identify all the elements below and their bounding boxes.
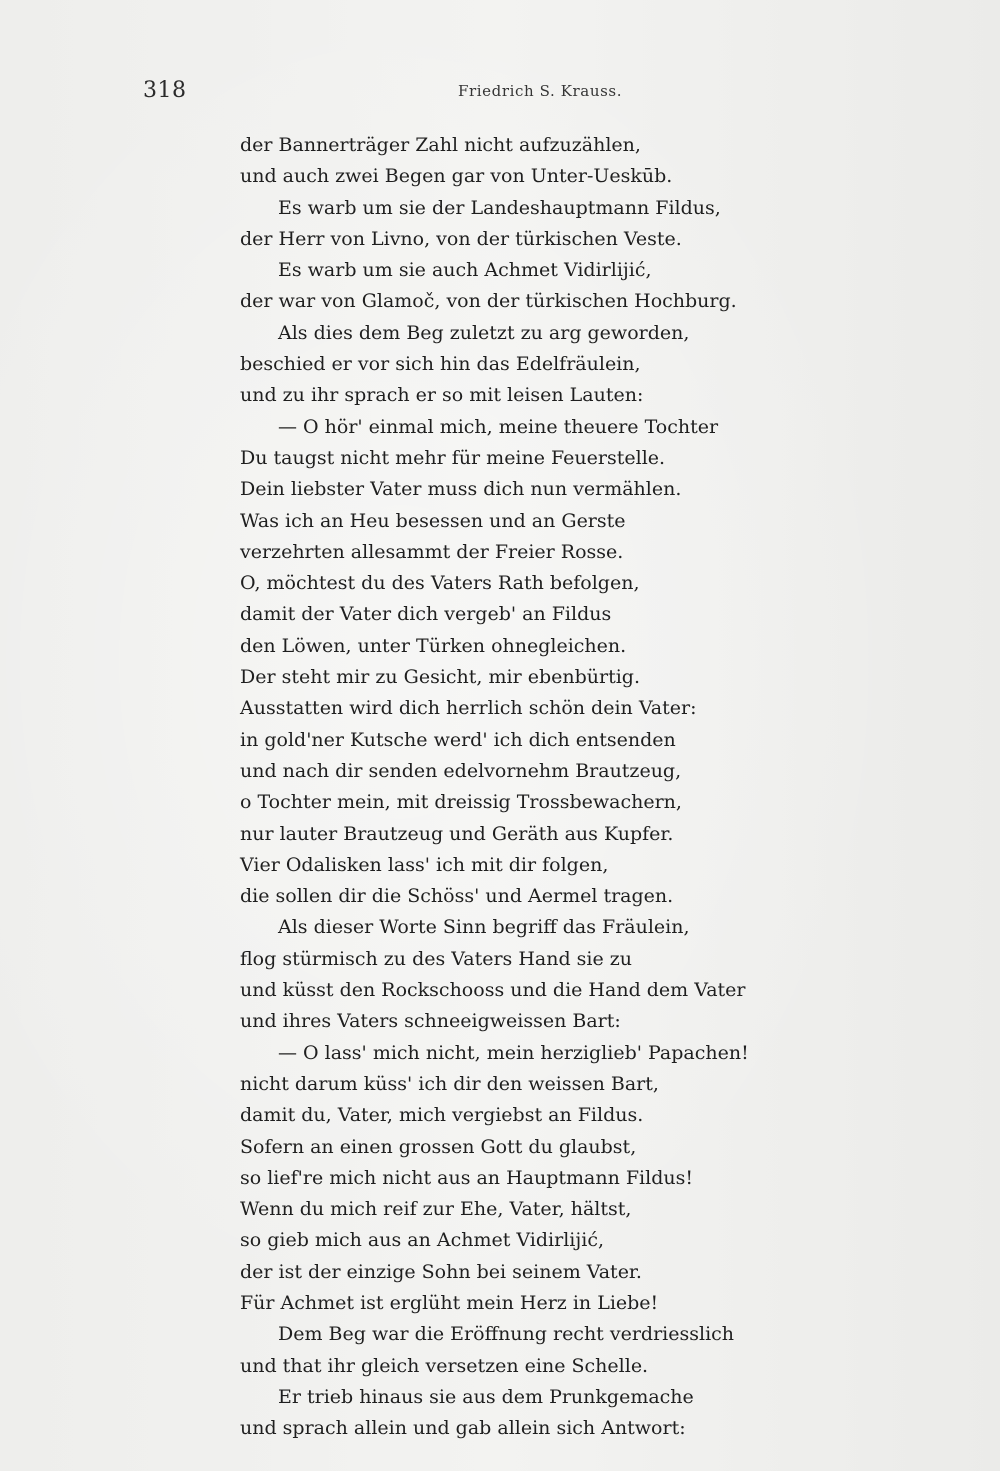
poem-line: den Löwen, unter Türken ohnegleichen.	[240, 634, 627, 657]
poem-line: flog stürmisch zu des Vaters Hand sie zu	[240, 947, 633, 970]
poem-line: der ist der einzige Sohn bei seinem Vater.	[240, 1260, 642, 1283]
poem-line: der Bannerträger Zahl nicht aufzuzählen,	[240, 134, 641, 156]
poem-line: Vier Odalisken lass' ich mit dir folgen,	[240, 853, 609, 876]
poem-line: Als dies dem Beg zuletzt zu arg geworden,	[278, 321, 690, 344]
poem-line: Du taugst nicht mehr für meine Feuerstelle.	[240, 446, 666, 469]
running-title: Friedrich S. Krauss.	[458, 82, 623, 100]
poem-line: der Herr von Livno, von der türkischen Veste.	[240, 227, 682, 250]
poem-line: und zu ihr sprach er so mit leisen Lauten:	[240, 384, 644, 407]
poem-line: verzehrten allesammt der Freier Rosse.	[240, 540, 624, 563]
poem-line: so gieb mich aus an Achmet Vidirlijić,	[240, 1229, 605, 1252]
poem-line: Dein liebster Vater muss dich nun vermählen.	[240, 478, 682, 501]
poem-line: Wenn du mich reif zur Ehe, Vater, hältst,	[240, 1198, 632, 1221]
poem-line: und küsst den Rockschooss und die Hand dem Vater	[240, 979, 746, 1002]
poem-line: Dem Beg war die Eröffnung recht verdriesslich	[278, 1323, 735, 1346]
poem-line: Der steht mir zu Gesicht, mir ebenbürtig.	[240, 666, 640, 689]
poem-line: und ihres Vaters schneeigweissen Bart:	[240, 1010, 621, 1033]
poem-line: und that ihr gleich versetzen eine Schelle.	[240, 1354, 649, 1377]
poem-text-block	[240, 130, 820, 1444]
poem-line: und sprach allein und gab allein sich Antwort:	[240, 1417, 686, 1440]
poem-line: Es warb um sie auch Achmet Vidirlijić,	[278, 259, 652, 282]
poem-line: Als dieser Worte Sinn begriff das Fräulein,	[278, 916, 690, 939]
poem-line: Was ich an Heu besessen und an Gerste	[240, 509, 626, 532]
poem-line: Es warb um sie der Landeshauptmann Fildus,	[278, 196, 721, 219]
poem-line: O, möchtest du des Vaters Rath befolgen,	[240, 572, 640, 595]
poem-line: — O hör' einmal mich, meine theuere Tochter	[278, 415, 719, 438]
poem-line: und nach dir senden edelvornehm Brautzeug,	[240, 759, 682, 782]
poem-line: die sollen dir die Schöss' und Aermel tragen.	[240, 885, 674, 908]
poem-line: und auch zwei Begen gar von Unter-Ueskūb.	[240, 165, 673, 188]
poem-line: o Tochter mein, mit dreissig Trossbewachern,	[240, 791, 682, 814]
poem-line: der war von Glamoč, von der türkischen Hochburg.	[240, 290, 737, 313]
poem-line: damit der Vater dich vergeb' an Fildus	[240, 603, 612, 626]
poem-line: Er trieb hinaus sie aus dem Prunkgemache	[278, 1385, 694, 1408]
poem-line: nur lauter Brautzeug und Geräth aus Kupfer.	[240, 822, 674, 845]
poem-line: Ausstatten wird dich herrlich schön dein Vater:	[240, 697, 697, 720]
poem-line: damit du, Vater, mich vergiebst an Fildus.	[240, 1104, 644, 1127]
poem-line: in gold'ner Kutsche werd' ich dich entsenden	[240, 728, 676, 751]
poem-line: nicht darum küss' ich dir den weissen Bart,	[240, 1072, 659, 1095]
poem-line: Für Achmet ist erglüht mein Herz in Liebe!	[240, 1291, 659, 1314]
poem-line: — O lass' mich nicht, mein herziglieb' Papachen!	[278, 1041, 749, 1064]
poem-line: Sofern an einen grossen Gott du glaubst,	[240, 1135, 637, 1158]
page-number: 318	[143, 78, 187, 103]
poem-line: beschied er vor sich hin das Edelfräulein,	[240, 353, 641, 376]
poem-line: so lief're mich nicht aus an Hauptmann Fildus!	[240, 1166, 693, 1189]
